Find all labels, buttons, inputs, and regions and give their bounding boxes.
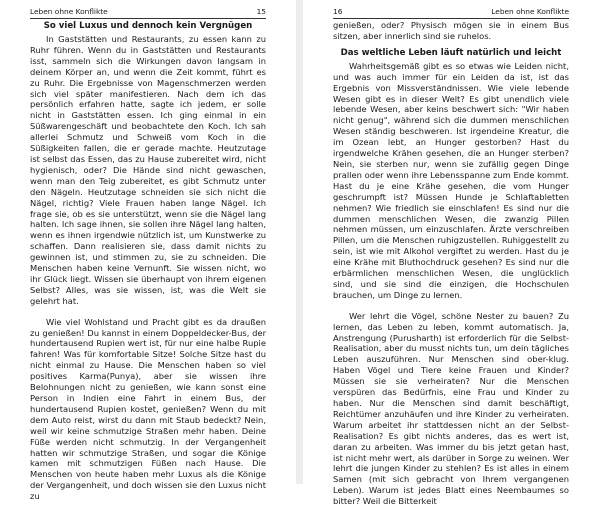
paragraph: Wie viel Wohlstand und Pracht gibt es da draußen zu genießen! Du kannst in einem Doppeldecker-Bus, der hundertausend Rupien wert ist, für nur eine halbe Rupie fahren! Was für komfortable Sitze! Solche Sitze hast du nicht einmal zu Hause. Die Menschen haben so viel positives Karma(Punya), aber sie wissen ihre Belohnungen nicht zu genießen, wie kann sonst eine Person in Indien eine Fahrt in einem Bus, der hundertausend Rupien kostet, genießen? Wenn du mit dem Auto reist, wirst du dann mit Staub bedeckt? Nein, weil wir keine schmutzige Straßen mehr haben. Deine Füße werden nicht schmutzig. In der Vergangenheit hatten wir schmutzige Straßen, und sogar die Könige kamen mit schmutzigen Füßen nach Hause. Die Menschen von heute haben mehr Luxus als die Könige der Vergangenheit, und doch wissen sie den Luxus nicht zu [30,316,266,502]
paragraph: Wer lehrt die Vögel, schöne Nester zu bauen? Zu lernen, das Leben zu leben, kommt automatisch. Ja, Anstrengung (Purusharth) ist erforderlich für die Selbst-Realisation, aber du musst nichts tun, um dein tägliches Leben auszuführen. Nur Menschen sind ober-klug. Haben Vögel und Tiere keine Frauen und Kinder? Müssen sie sie verheiraten? Nur die Menschen verspüren das Bedürfnis, eine Frau und Kinder zu haben. Nur die Menschen sind damit beschäftigt, Reichtümer anzuhäufen und ihre Kinder zu verheiraten. Warum arbeitet ihr stattdessen nicht an der Selbst-Realisation? Es gibt nichts anderes, das es wert ist, daran zu arbeiten. Was immer du bis jetzt getan hast, ist nicht mehr wert, als darüber in Sorge zu weinen. Wer lehrt die jungen Kinder zu stehlen? Es ist alles in einem Samen (mit sich gebracht von Ihrem vergangenen Leben). Warum ist jedes Blatt eines Neembaumes so bitter? Weil die Bitterkeit [333,310,569,507]
paragraph: Wahrheitsgemäß gibt es so etwas wie Leiden nicht, und was auch immer für ein Leiden da ist, ist das Ergebnis von Missverständnissen. Wie viele lebende Wesen gibt es in dieser Welt? Es gibt unendlich viele lebende Wesen, aber keins beschwert sich: "Wir haben nicht genug", während sich die dummen menschlichen Wesen ständig beschweren. Ist irgendeine Kreatur, die im Ozean lebt, an Hunger gestorben? Hast du irgendwelche Krähen gesehen, die an Hunger sterben? Nein, sie sterben nur, wenn sie zufällig gegen Dinge prallen oder wenn ihre Lebensspanne zum Ende kommt. Hast du je eine Krähe gesehen, die vom Hunger geschrumpft ist? Müssen Hunde je Schlaftabletten nehmen? Wie friedlich sie einschlafen! Es sind nur die dummen menschlichen Wesen, die zwanzig Pillen nehmen müssen, um einzuschlafen. Ärzte verschreiben Pillen, um die Menschen ruhigzustellen. Ruhiggestellt zu sein, ist wie mit Alkohol vergiftet zu werden. Hast du je eine Krähe mit Bluthochdruck gesehen? Es sind nur die erbärmlichen menschlichen Wesen, die unglücklich sind, und sie sind die einzigen, die Hochschulen brauchen, um Dinge zu lernen. [333,60,569,300]
page-number: 16 [333,7,343,16]
running-title: Leben ohne Konflikte [491,7,569,16]
section-heading: So viel Luxus und dennoch kein Vergnügen [43,21,253,31]
paragraph: In Gaststätten und Restaurants, zu essen kann zu Ruhr führen. Wenn du in Gaststätten und Restaurants isst, sammeln sich die Wirkungen davon langsam in deinem Körper an, und wenn die Zeit kommt, führt es zu Ruhr. Die Ergebnisse von Magenschmerzen werden sich viel später manifestieren. Nach dem ich das persönlich erfahren hatte, sagte ich jedem, er solle nicht in Gaststätten essen. Ich ging einmal in ein Süßwarengeschäft und beobachtete den Koch. Ich sah allerlei Schmutz und Schweiß vom Koch in die Süßigkeiten fallen, die er gerade machte. Heutzutage ist selbst das Essen, das zu Hause zubereitet wird, nicht hygienisch, oder? Die Hände sind nicht gewaschen, wenn man den Teig zubereitet, es gibt Schmutz unter den Nägeln. Heutzutage schneiden sie sich nicht die Nägel, richtig? Viele Frauen haben lange Nägel. Ich frage sie, ob es sie unterstützt, wenn sie die Nägel lang halten. Ich sage ihnen, sie sollen ihre Nägel lang halten, wenn es ihnen irgendwie nützlich ist, um Kunstwerke zu schaffen. Dann realisieren sie, dass damit nichts zu gewinnen ist, und stimmen zu, sie zu schneiden. Die Menschen haben keine Vernunft. Sie wissen nicht, wo ihr Glück liegt. Wissen sie überhaupt von ihrem eigenen Selbst? Alles, was sie wissen, ist, was die Welt sie gelehrt hat. [30,34,266,306]
right-page [303,0,599,507]
section-heading: Das weltliche Leben läuft natürlich und leicht [340,47,562,58]
page-body [333,20,569,507]
page-number: 15 [256,7,266,16]
running-header [333,6,569,19]
left-page [0,0,296,502]
paragraph-continuation: genießen, oder? Physisch mögen sie in einem Bus sitzen, aber innerlich sind sie ruhelos. [333,20,569,41]
running-header [30,6,266,19]
running-title: Leben ohne Konflikte [30,7,108,16]
paragraph-gap [30,307,266,317]
book-gutter [296,0,303,484]
page-body [30,20,266,502]
paragraph-gap [333,301,569,311]
